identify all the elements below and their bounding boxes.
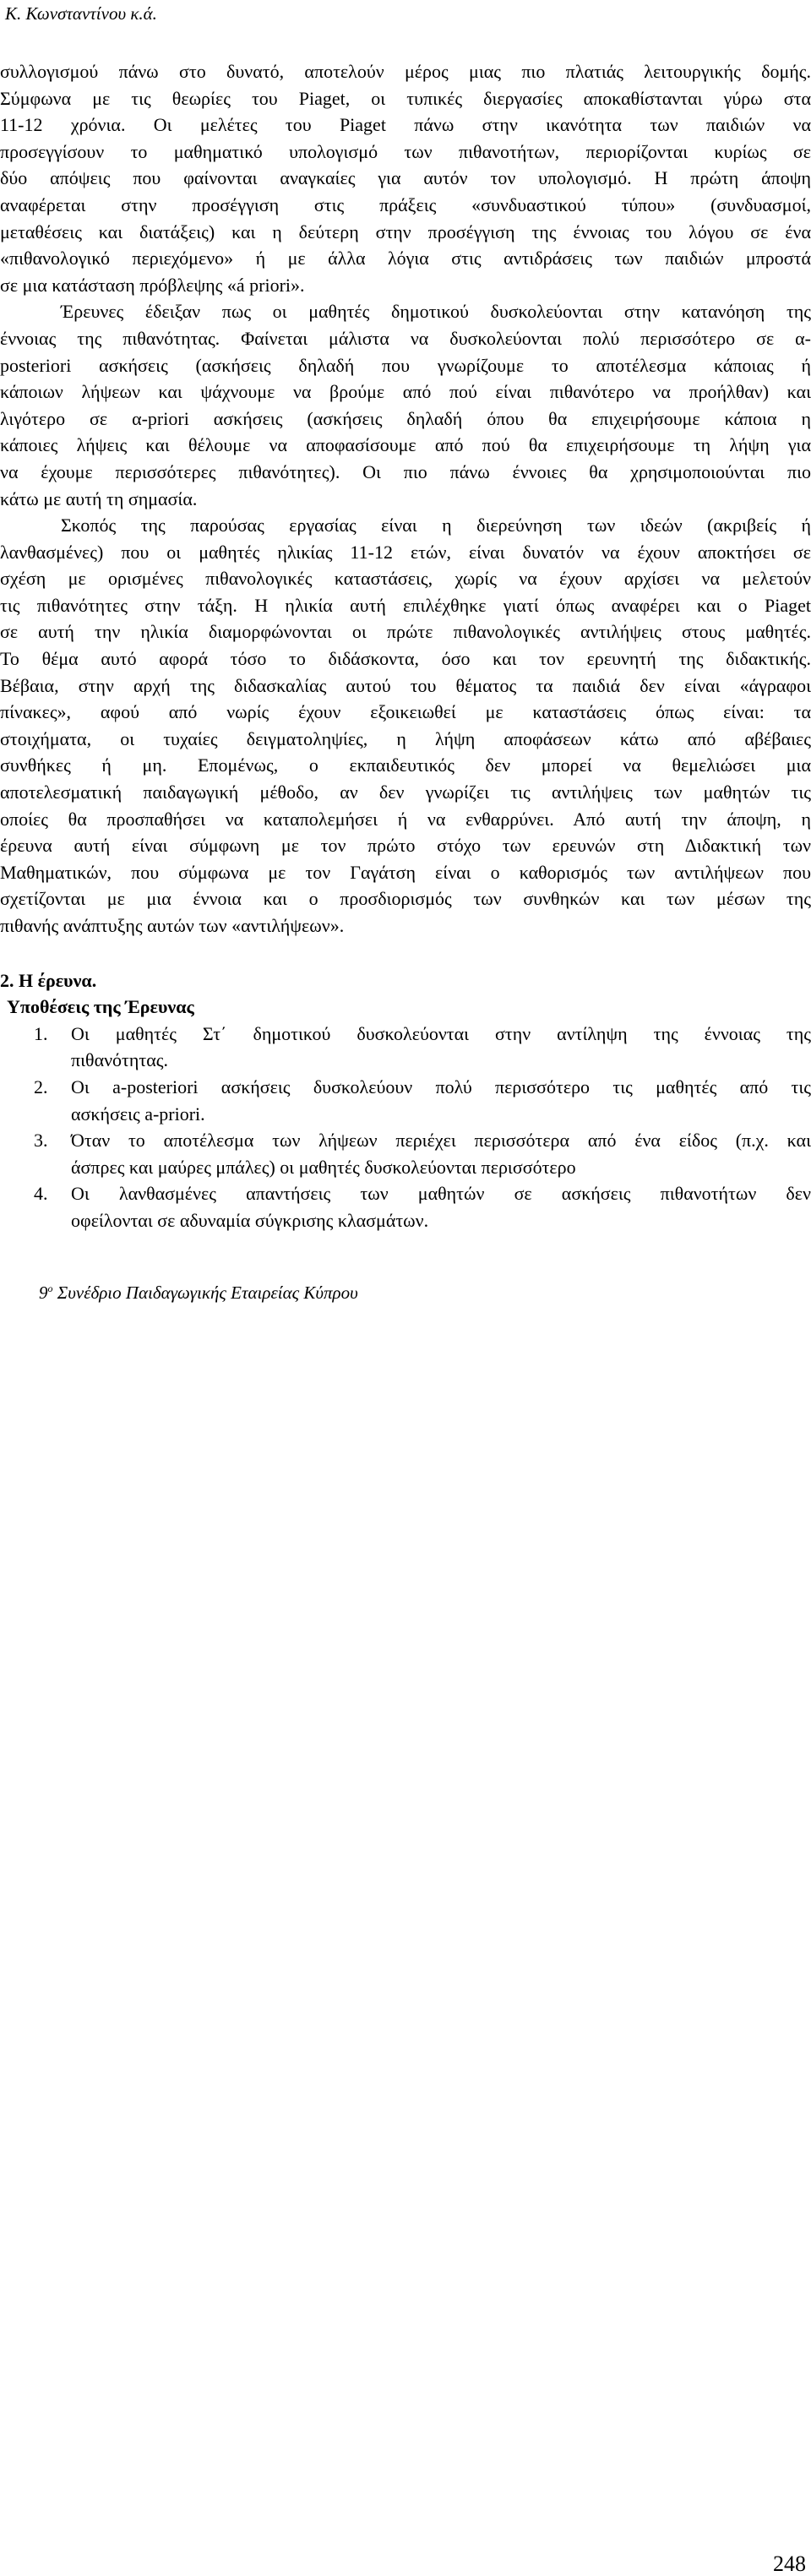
list-number: 4.: [34, 1183, 48, 1205]
paragraph-2: [0, 298, 811, 512]
list-number: 3.: [34, 1130, 48, 1152]
text-line: λανθασμένες) που οι μαθητές ηλικίας 11-12 ετών, είναι δυνατόν να έχουν αποκτήσει σε: [0, 541, 811, 563]
text-line: ασκήσεις a-priori.: [71, 1103, 205, 1125]
text-line: Οι λανθασμένες απαντήσεις των μαθητών σε ασκήσεις πιθανοτήτων δεν: [71, 1183, 811, 1205]
list-item: [0, 1074, 811, 1127]
text-line: συλλογισμού πάνω στο δυνατό, αποτελούν μέρος μιας πιο πλατιάς λειτουργικής δομής.: [0, 61, 811, 82]
page-number: 248: [773, 2551, 806, 2576]
subsection-heading: Υποθέσεις της Έρευνας: [7, 996, 194, 1018]
paragraph-3: [0, 512, 811, 939]
text-line: έννοιας της πιθανότητας. Φαίνεται μάλιστα να δυσκολεύονται πολύ περισσότερο σε α-: [0, 327, 811, 349]
text-line: οφείλονται σε αδυναμία σύγκρισης κλασμάτων.: [71, 1209, 429, 1231]
text-line: σχετίζονται με μια έννοια και ο προσδιορισμός των συνθηκών και των μέσων της: [0, 888, 811, 910]
text-line: δύο απόψεις που φαίνονται αναγκαίες για αυτόν τον υπολογισμό. Η πρώτη άποψη: [0, 167, 811, 189]
text-line: τις πιθανότητες στην τάξη. Η ηλικία αυτή επιλέχθηκε γιατί όπως αναφέρει και ο Piaget: [0, 594, 811, 616]
text-line: κάτω με αυτή τη σημασία.: [0, 487, 198, 509]
footer-conference-title: Συνέδριο Παιδαγωγικής Εταιρείας Κύπρου: [57, 1283, 358, 1303]
list-item: [0, 1127, 811, 1180]
text-line: στοιχήματα, οι τυχαίες δειγματοληψίες, η λήψη αποφάσεων κάτω από αβέβαιες: [0, 727, 811, 749]
list-item: [0, 1021, 811, 1074]
list-number: 2.: [34, 1076, 48, 1097]
text-line: Το θέμα αυτό αφορά τόσο το διδάσκοντα, όσο και τον ερευνητή της διδακτικής.: [0, 648, 811, 670]
text-line: οποίες θα προσπαθήσει να καταπολεμήσει ή να ενθαρρύνει. Από αυτή την άποψη, η: [0, 808, 811, 830]
text-line: posteriori ασκήσεις (ασκήσεις δηλαδή που γνωρίζουμε το αποτέλεσμα κάποιας ή: [0, 354, 811, 376]
paragraph-1: [0, 58, 811, 298]
text-line: Βέβαια, στην αρχή της διδασκαλίας αυτού του θέματος τα παιδιά δεν είναι «άγραφοι: [0, 674, 811, 696]
text-line: πιθανής ανάπτυξης αυτών των «αντιλήψεων».: [0, 915, 345, 936]
text-line: σε μια κατάσταση πρόβλεψης «á priori».: [0, 274, 305, 296]
text-line: Σκοπός της παρούσας εργασίας είναι η διερεύνηση των ιδεών (ακριβείς ή: [61, 515, 811, 536]
text-line: Μαθηματικών, που σύμφωνα με τον Γαγάτση είναι ο καθορισμός των αντιλήψεων που: [0, 861, 811, 883]
page-footer: [39, 1278, 811, 2576]
text-line: Οι a-posteriori ασκήσεις δυσκολεύουν πολύ περισσότερο τις μαθητές από τις: [71, 1076, 811, 1097]
text-line: έρευνα αυτή είναι σύμφωνη με τον πρώτο στόχο των ερευνών στη Διδακτική των: [0, 835, 811, 857]
text-line: άσπρες και μαύρες μπάλες) οι μαθητές δυσκολεύονται περισσότερο: [71, 1156, 576, 1178]
footer-ordinal-suffix: ο: [47, 1283, 53, 1294]
text-line: «πιθανολογικό περιεχόμενο» ή με άλλα λόγια στις αντιδράσεις των παιδιών μπροστά: [0, 248, 811, 270]
text-line: Όταν το αποτέλεσμα των λήψεων περιέχει περισσότερα από ένα είδος (π.χ. και: [71, 1130, 811, 1152]
text-line: προσεγγίσουν το μαθηματικό υπολογισμό των πιθανοτήτων, περιορίζονται κυρίως σε: [0, 140, 811, 162]
text-line: μεταθέσεις και διατάξεις) και η δεύτερη στην προσέγγιση της έννοιας του λόγου σε ένα: [0, 221, 811, 242]
text-line: 11-12 χρόνια. Οι μελέτες του Piaget πάνω στην ικανότητα των παιδιών να: [0, 114, 811, 136]
text-line: σχέση με ορισμένες πιθανολογικές καταστάσεις, χωρίς να έχουν αρχίσει να μελετούν: [0, 568, 811, 590]
text-line: λιγότερο σε α-priori ασκήσεις (ασκήσεις δηλαδή όπου θα επιχειρήσουμε κάποια η: [0, 407, 811, 429]
list-item: [0, 1180, 811, 1234]
text-line: Οι μαθητές Στ΄ δημοτικού δυσκολεύονται στην αντίληψη της έννοιας της: [71, 1022, 811, 1044]
list-number: 1.: [34, 1022, 48, 1044]
text-line: αποτελεσματική παιδαγωγική μέθοδο, αν δεν γνωρίζει τις αντιλήψεις των μαθητών τις: [0, 782, 811, 803]
text-line: πίνακες», αφού από νωρίς έχουν εξοικειωθεί με καταστάσεις όπως είναι: τα: [0, 701, 811, 723]
text-line: κάποιων λήψεων και ψάχνουμε να βρούμε από πού είναι πιθανότερο να προήλθαν) και: [0, 381, 811, 403]
text-line: κάποιες λήψεις και θέλουμε να αποφασίσουμε από πού θα επιχειρήσουμε τη λήψη για: [0, 434, 811, 456]
running-header: Κ. Κωνσταντίνου κ.ά.: [5, 3, 157, 24]
text-line: Σύμφωνα με τις θεωρίες του Piaget, οι τυπικές διεργασίες αποκαθίστανται γύρω στα: [0, 87, 811, 109]
text-line: Έρευνες έδειξαν πως οι μαθητές δημοτικού δυσκολεύονται στην κατανόηση της: [61, 301, 811, 323]
section-heading: 2. Η έρευνα.: [0, 969, 97, 991]
footer-ordinal: 9: [39, 1283, 48, 1303]
hypotheses-list: [0, 1021, 811, 1234]
text-line: σε αυτή την ηλικία διαμορφώνονται οι πρώτε πιθανολογικές αντιλήψεις στους μαθητές.: [0, 621, 811, 643]
page-body: [0, 58, 811, 1234]
text-line: να έχουμε περισσότερες πιθανότητες). Οι πιο πάνω έννοιες θα χρησιμοποιούνται πιο: [0, 460, 811, 482]
text-line: συνθήκες ή μη. Επομένως, ο εκπαιδευτικός δεν μπορεί να θεμελιώσει μια: [0, 754, 811, 776]
text-line: αναφέρεται στην προσέγγιση στις πράξεις «συνδυαστικού τύπου» (συνδυασμοί,: [0, 193, 811, 215]
text-line: πιθανότητας.: [71, 1049, 168, 1071]
